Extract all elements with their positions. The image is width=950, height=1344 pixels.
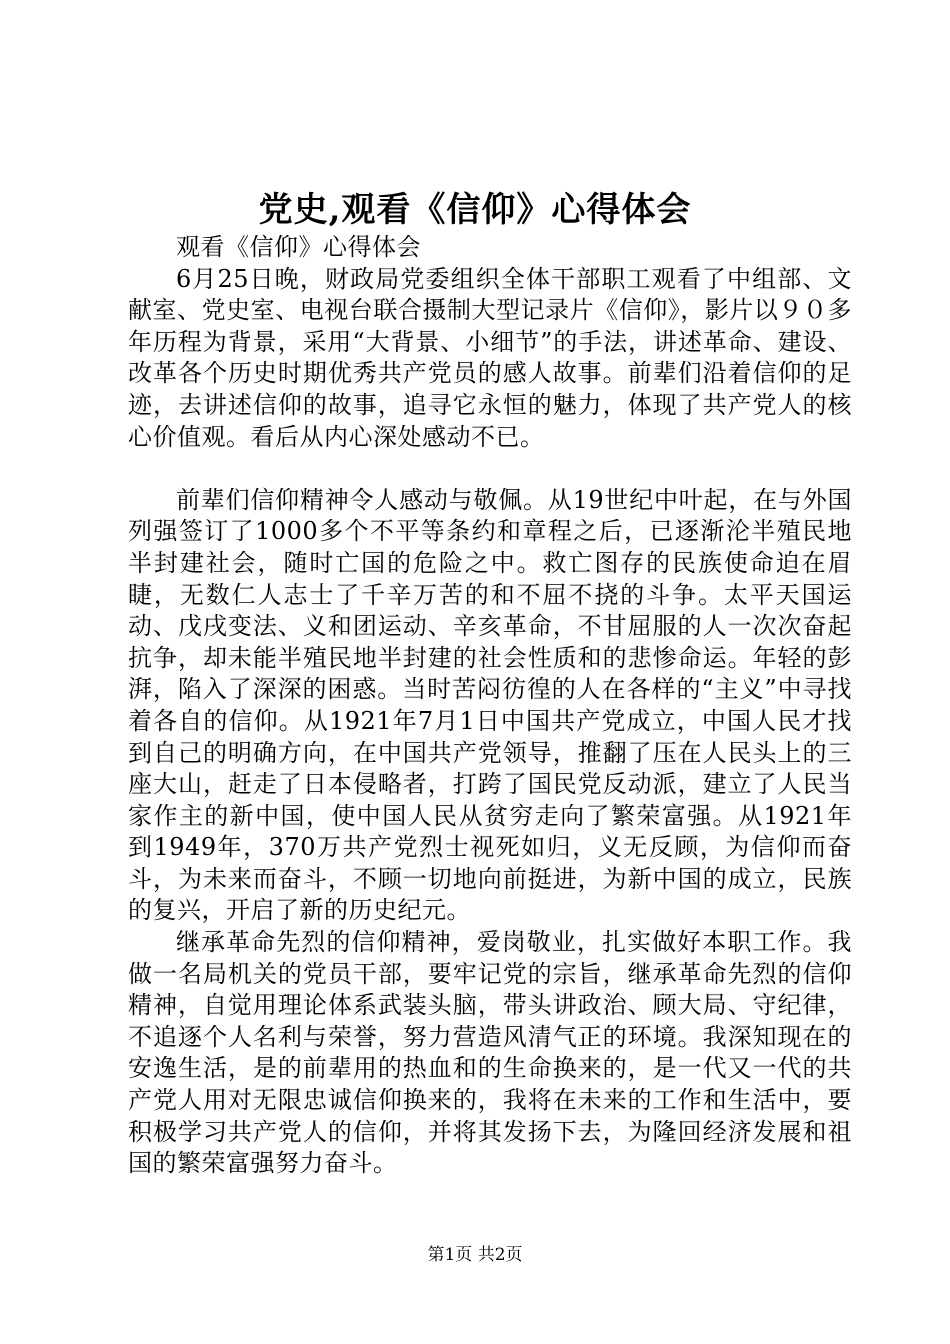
page-number-footer: 第1页 共2页 [427,1245,523,1265]
document-body [128,232,852,1180]
body-paragraph: 前辈们信仰精神令人感动与敬佩。从19世纪中叶起，在与外国列强签订了1000多个不平等条约和章程之后，已逐渐沦半殖民地半封建社会，随时亡国的危险之中。救亡图存的民族使命迫在眉睫，无数仁人志士了千辛万苦的和不屈不挠的斗争。太平天国运动、戊戌变法、义和团运动、辛亥革命，不甘屈服的人一次次奋起抗争，却未能半殖民地半封建的社会性质和的悲惨命运。年轻的彭湃，陷入了深深的困惑。当时苦闷彷徨的人在各样的“主义”中寻找着各自的信仰。从1921年7月1日中国共产党成立，中国人民才找到自己的明确方向，在中国共产党领导，推翻了压在人民头上的三座大山，赶走了日本侵略者，打跨了国民党反动派，建立了人民当家作主的新中国，使中国人民从贫穷走向了繁荣富强。从1921年到1949年，370万共产党烈士视死如归，义无反顾，为信仰而奋斗，为未来而奋斗，不顾一切地向前挺进，为新中国的成立，民族的复兴，开启了新的历史纪元。 [128,485,852,925]
body-paragraph: 6月25日晚，财政局党委组织全体干部职工观看了中组部、文献室、党史室、电视台联合摄制大型记录片《信仰》，影片以９０多年历程为背景，采用“大背景、小细节”的手法，讲述革命、建设、改革各个历史时期优秀共产党员的感人故事。前辈们沿着信仰的足迹，去讲述信仰的故事，追寻它永恒的魅力，体现了共产党人的核心价值观。看后从内心深处感动不已。 [128,264,852,451]
subtitle-paragraph: 观看《信仰》心得体会 [176,233,421,261]
document-title: 党史,观看《信仰》心得体会 [258,190,692,230]
body-paragraph: 继承革命先烈的信仰精神，爱岗敬业，扎实做好本职工作。我做一名局机关的党员干部，要牢记党的宗旨，继承革命先烈的信仰精神，自觉用理论体系武装头脑，带头讲政治、顾大局、守纪律，不追逐个人名利与荣誉，努力营造风清气正的环境。我深知现在的安逸生活，是的前辈用的热血和的生命换来的，是一代又一代的共产党人用对无限忠诚信仰换来的，我将在未来的工作和生活中，要积极学习共产党人的信仰，并将其发扬下去，为隆回经济发展和祖国的繁荣富强努力奋斗。 [128,928,852,1178]
